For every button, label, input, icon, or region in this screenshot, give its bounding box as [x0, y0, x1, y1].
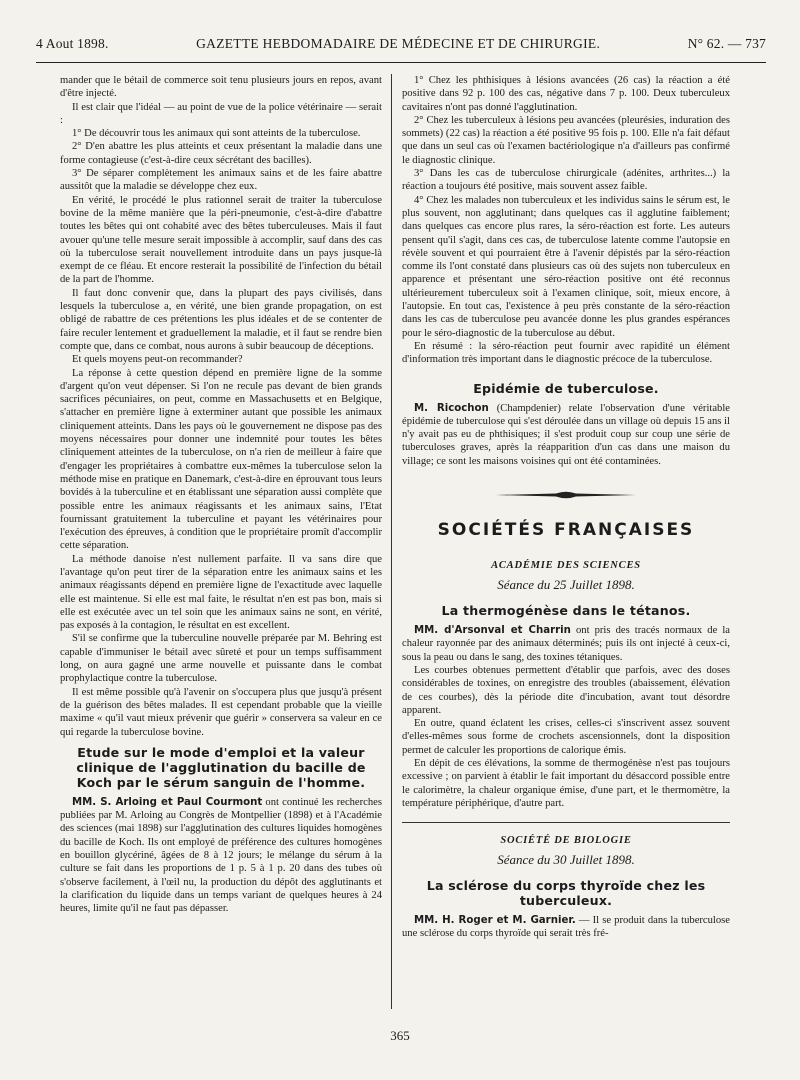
- paragraph: S'il se confirme que la tuberculine nouvelle préparée par M. Behring est capable d'immuniser le bétail avec sûreté et pour un temps suffisamment long, on aura gagné une arme nouvelle et puissante dans le combat prophylactique contre la tuberculose.: [60, 633, 382, 685]
- article-authors: MM. d'Arsonval et Charrin: [414, 625, 571, 637]
- session-date: Séance du 25 Juillet 1898.: [497, 577, 635, 593]
- article-text: ont continué les recherches publiées par M. Arloing au Congrès de Montpellier (1898) et à l'Académie des sciences (mai 1898) sur l'agglutination des cultures liquides homogènes du bacille de Koch. Ils ont employé de préférence des cultures homogènes en bouillon glycériné, âgées de 8 à 12 jours; le mélange du sérum à la culture se fait dans les proportions de 1 p. 5 à 1 p. 20 dans des tubes où s'observe facilement, à l'œil nu, la production du dépôt des agglutinants et la clarification du liquide dans un temps variant de quelques heures à 24 heures, limite qu'il ne faut pas dépasser.: [60, 796, 382, 915]
- paragraph: En vérité, le procédé le plus rationnel serait de traiter la tuberculose bovine de la même manière que la péri-pneumonie, c'est-à-dire d'abattre toutes les bêtes qui ont cohabité avec des bêtes tuberculeuses. Mais il faut avouer qu'une telle mesure serait impossible à accomplir, sauf dans des cas où la tuberculose serait nouvellement introduite dans un pays jusque-là exempt de ce fléau. Et encore resterait la possibilité de l'infection du bétail de la part de l'homme.: [60, 194, 382, 286]
- paragraph: 4° Chez les malades non tuberculeux et les individus sains le sérum est, le plus souvent, non agglutinant; dans quelques cas il agglutine faiblement; dans quelques cas encore plus rares, la séro-réaction est forte. Les auteurs pensent qu'il s'agit, dans ces cas, de tuberculose latente comme l'autopsie en révèle souvent et qui pourraient être à l'avenir dépistés par la séro-réaction comme ils l'ont constaté dans plusieurs cas où des sujets non tuberculeux en apparence et présentant une séro-réaction positive ont été reconnus ultérieurement tuberculeux soit à l'examen clinique, soit, mieux encore, à l'autopsie. En tout cas, l'existence à peu près constante de la séro-réaction dans les cas de tuberculose peu avancée donne les plus grandes espérances pour le séro-diagnostic de la tuberculose au début.: [402, 194, 730, 339]
- running-header: [36, 36, 766, 56]
- section-rule: [402, 822, 730, 823]
- paragraph: La méthode danoise n'est nullement parfaite. Il va sans dire que l'avantage qu'on peut tirer de la séparation entre les animaux sains et les animaux réagissants dépend en première ligne de l'exactitude avec laquelle elle est maintenue. Si elle est mal faite, le résultat n'en est pas bon, mais si elle est exécutée avec un tel soin que les animaux sains ne sont, en vérité, pas exposés à la contagion, le résultat en est excellent.: [60, 553, 382, 632]
- society-name: SOCIÉTÉ DE BIOLOGIE: [500, 835, 632, 847]
- right-column: [402, 74, 730, 1012]
- session-date: Séance du 30 Juillet 1898.: [497, 852, 635, 868]
- column-divider: [391, 74, 392, 1009]
- ornament-divider: [402, 490, 730, 500]
- article-heading-sclerose: La sclérose du corps thyroïde chez les tuberculeux.: [426, 878, 706, 909]
- article-heading-thermogenese: La thermogénèse dans le tétanos.: [441, 603, 691, 619]
- society-name: ACADÉMIE DES SCIENCES: [491, 560, 641, 572]
- article-authors: MM. S. Arloing et Paul Courmont: [72, 796, 263, 808]
- paragraph: 3° De séparer complètement les animaux sains et de les faire abattre aussitôt que la maladie se développe chez eux.: [60, 168, 382, 193]
- ornament-rule-icon: [496, 490, 636, 500]
- section-title: SOCIÉTÉS FRANÇAISES: [437, 520, 695, 541]
- paragraph: La réponse à cette question dépend en première ligne de la somme d'argent qu'on veut dépenser. Si l'on ne recule pas devant de bien grands sacrifices pécuniaires, on peut, comme en Massachusetts et en Belgique, s'attacher en première ligne à exterminer autant que possible les animaux cliniquement atteints. Dans les pays où le gouvernement ne dispose pas des moyens nécessaires pour donner une indemnité pour toutes les bêtes cliniquement atteintes de la tuberculose, on n'a rien de meilleur à faire que d'engager les propriétaires à combattre eux-mêmes la tuberculose selon la méthode mise en pratique en Danemark, c'est-à-dire en éprouvant tous leurs bovidés à la tuberculine et en établissant une séparation aussi complète que possible entre les animaux réagissants et les animaux sains, l'Etat fournissant gratuitement la tuberculine et payant les vétérinaires pour l'exécution des épreuves, à condition que le propriétaire promît d'accomplir cette séparation.: [60, 367, 382, 552]
- paragraph: Et quels moyens peut-on recommander?: [72, 354, 243, 366]
- article-text: — Il se produit dans la tuberculose une sclérose du corps thyroïde qui serait très fré-: [402, 915, 730, 940]
- paragraph: [402, 624, 730, 664]
- article-heading-epidemie: Epidémie de tuberculose.: [473, 380, 659, 396]
- paragraph: En outre, quand éclatent les crises, celles-ci s'inscrivent assez souvent d'elles-mêmes sous forme de crochets ascensionnels, dont la disposition permet de calculer les proportions de calorique émis.: [402, 718, 730, 756]
- paragraph: Il est même possible qu'à l'avenir on s'occupera plus que jusqu'à présent de la guérison des bêtes malades. Il est cependant probable que la vieille maxime « qu'il vaut mieux prévenir que guérir » conservera sa valeur en ce qui regarde la tuberculose bovine.: [60, 686, 382, 738]
- paragraph: mander que le bétail de commerce soit tenu plusieurs jours en repos, avant d'être injecté.: [60, 75, 382, 100]
- article-heading-etude: Etude sur le mode d'emploi et la valeur clinique de l'agglutination du bacille de Koch par le sérum sanguin de l'homme.: [76, 744, 366, 790]
- paragraph: 3° Dans les cas de tuberculose chirurgicale (adénites, arthrites...) la réaction a toujours été positive, mais souvent assez faible.: [402, 168, 730, 193]
- article-authors: MM. H. Roger et M. Garnier.: [414, 915, 576, 927]
- issue-number: N° 62. — 737: [687, 36, 766, 51]
- left-column: [60, 74, 382, 1012]
- paragraph: [402, 914, 730, 941]
- article-text: (Champdenier) relate l'observation d'une véritable épidémie de tuberculose qui s'est déroulée dans un village où depuis 15 ans il n'y avait pas eu de phthisiques; il s'est produit coup sur coup une série de tuberculoses graves, après la réapparition d'un cas dans une maison du village; ce sont les maisons voisines qui ont été contaminées.: [402, 402, 730, 467]
- header-rule: [36, 62, 766, 63]
- article-authors: M. Ricochon: [414, 402, 489, 414]
- paragraph: En dépit de ces élévations, la somme de thermogénèse n'est pas toujours excessive ; on parvient à établir le fait important du désaccord possible entre le calorimètre, la chaleur organique émise, d'une part, et le thermomètre, la température périphérique, d'autre part.: [402, 757, 730, 809]
- issue-date: 4 Aout 1898.: [36, 36, 109, 51]
- article-text: ont pris des tracés normaux de la chaleur rayonnée par des animaux déterminés; puis ils ont injecté à ceux-ci, sous la peau ou dans le sang, des toxines tétaniques.: [402, 625, 730, 663]
- paragraph: Les courbes obtenues permettent d'établir que parfois, avec des doses considérables de toxines, on enregistre des troubles (abaissement, élévation de ces courbes), dès la période dite d'incubation, avant tout désordre apparent.: [402, 664, 730, 716]
- paragraph: En résumé : la séro-réaction peut fournir avec rapidité un élément d'information très important dans le diagnostic précoce de la tuberculose.: [402, 340, 730, 366]
- paragraph: Il faut donc convenir que, dans la plupart des pays civilisés, dans lesquels la tuberculose a, en vérité, une bien grande propagation, on est obligé de rabattre de ces prétentions les plus idéales et de se contenter de faire reculer lentement et graduellement la maladie, et il faut se rendre bien compte que, dans ce combat, nous aurons à subir beaucoup de déceptions.: [60, 287, 382, 352]
- paragraph: [60, 796, 382, 916]
- paragraph: 1° Chez les phthisiques à lésions avancées (26 cas) la réaction a été positive dans 92 p. 100 des cas, négative dans 7 p. 100. Deux tuberculeux cavitaires n'ont pas donné l'agglutination.: [402, 75, 730, 113]
- page-number: 365: [390, 1028, 410, 1043]
- journal-title: GAZETTE HEBDOMADAIRE DE MÉDECINE ET DE CHIRURGIE.: [196, 36, 601, 51]
- paragraph: 2° D'en abattre les plus atteints et ceux présentant la maladie dans une forme contagieuse (c'est-à-dire ceux sécrétant des bacilles).: [60, 141, 382, 166]
- paragraph: Il est clair que l'idéal — au point de vue de la police vétérinaire — serait :: [60, 101, 382, 126]
- paragraph: 1° De découvrir tous les animaux qui sont atteints de la tuberculose.: [72, 128, 361, 140]
- paragraph: [402, 402, 730, 468]
- paragraph: 2° Chez les tuberculeux à lésions peu avancées (pleurésies, induration des sommets) (22 cas) la réaction a été positive 95 fois p. 100. Elle n'a fait défaut que dans un seul cas où l'examen bactériologique n'a d'ailleurs pas confirmé le diagnostic clinique.: [402, 114, 730, 166]
